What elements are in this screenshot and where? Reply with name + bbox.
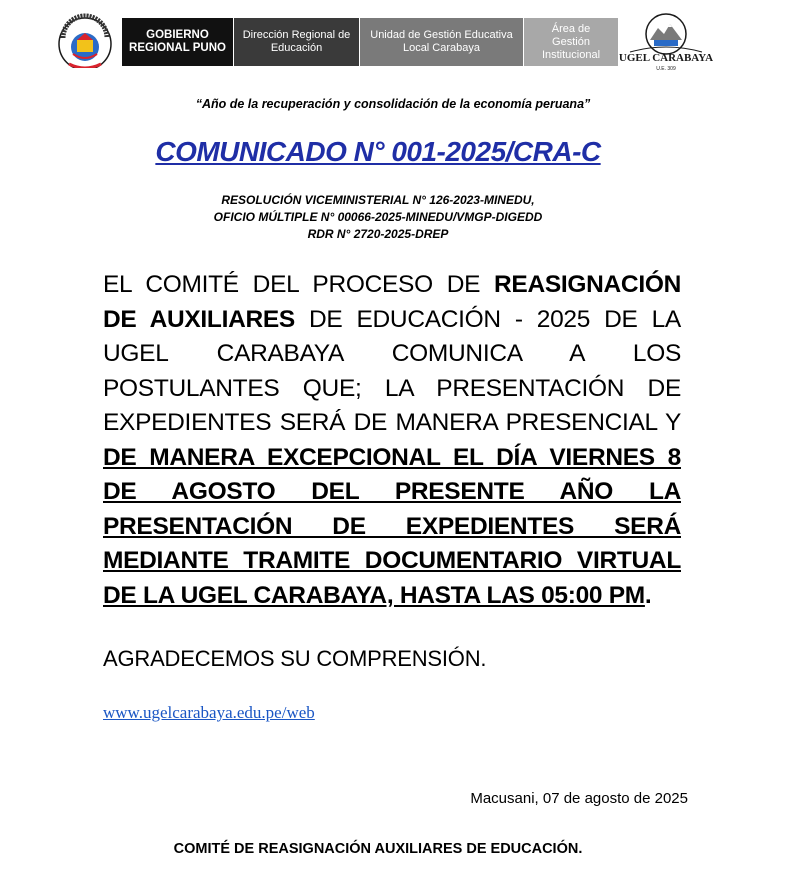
reference-line: RDR N° 2720-2025-DREP	[307, 227, 449, 241]
body-underlined-part: DE MANERA EXCEPCIONAL EL DÍA VIERNES 8 DE AGOSTO DEL PRESENTE AÑO LA PRESENTACIÓN DE EXPEDIENTES SERÁ MEDIANTE TRAMITE DOCUMENTARIO VIRTUAL DE LA UGEL CARABAYA, HASTA LAS 05:00 PM	[103, 443, 681, 609]
body-text-part: DE EDUCACIÓN - 2025 DE LA UGEL CARABAYA COMUNICA A LOS POSTULANTES QUE; LA PRESENTACIÓN DE EXPEDIENTES SERÁ DE MANERA PRESENCIAL Y	[103, 305, 681, 436]
header-segment-ugel: Unidad de Gestión Educativa Local Carabaya	[360, 18, 523, 66]
document-title: COMUNICADO N° 001-2025/CRA-C	[155, 136, 601, 167]
ugel-logo-subtext: U.E. 309	[656, 66, 676, 72]
body-text-part: EL COMITÉ DEL PROCESO DE	[103, 271, 495, 298]
institution-header-bar	[122, 18, 618, 66]
header-segment-dre: Dirección Regional de Educación	[234, 18, 359, 66]
header-segment-area: Área de Gestión Institucional	[524, 18, 618, 66]
year-motto: “Año de la recuperación y consolidación de la economía peruana”	[195, 97, 591, 111]
body-bold-part: REASIGNACIÓN DE AUXILIARES	[103, 271, 681, 333]
ugel-logo-text: UGEL CARABAYA	[618, 52, 714, 64]
body-period: .	[644, 581, 652, 609]
thanks-text: AGRADECEMOS SU COMPRENSIÓN.	[103, 646, 487, 671]
legal-references	[0, 192, 756, 243]
announcement-body	[103, 268, 681, 613]
header-segment-gobierno: GOBIERNO REGIONAL PUNO	[122, 18, 233, 66]
committee-signature: COMITÉ DE REASIGNACIÓN AUXILIARES DE EDUCACIÓN.	[173, 841, 583, 857]
reference-line: RESOLUCIÓN VICEMINISTERIAL N° 126-2023-MINEDU,	[221, 193, 535, 207]
ugel-carabaya-logo	[618, 12, 714, 74]
reference-line: OFICIO MÚLTIPLE N° 00066-2025-MINEDU/VMGP-DIGEDD	[213, 210, 543, 224]
ugel-website-link[interactable]: www.ugelcarabaya.edu.pe/web	[103, 703, 315, 722]
gobierno-regional-puno-logo	[55, 14, 115, 74]
place-date: Macusani, 07 de agosto de 2025	[470, 790, 688, 807]
